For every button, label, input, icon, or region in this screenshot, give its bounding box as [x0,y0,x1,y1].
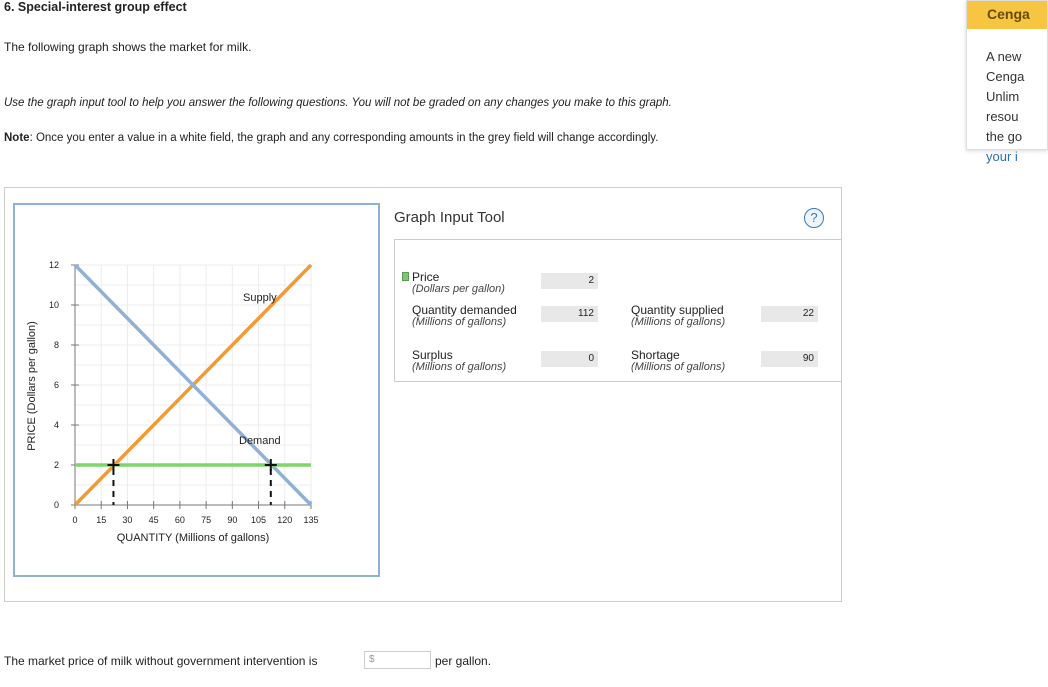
quantity-supplied-value: 22 [761,306,818,322]
x-axis-label: QUANTITY (Millions of gallons) [116,532,270,544]
x-tick-label: 0 [72,515,78,525]
shortage-label-text: Shortage [631,348,680,362]
per-gallon-text: per gallon. [435,654,492,668]
y-tick-label: 10 [48,300,59,310]
price-label-text: Price [412,270,440,284]
x-tick-label: 90 [227,515,238,525]
promo-line: resou [986,109,1019,124]
promo-line: Unlim [986,89,1020,104]
surplus-unit: (Millions of gallons) [412,361,507,373]
promo-line: Cenga [986,69,1025,84]
qd-unit: (Millions of gallons) [412,316,507,328]
help-icon[interactable]: ? [804,208,824,228]
y-tick-label: 0 [53,500,59,510]
promo-line: the go [986,129,1023,144]
x-tick-label: 120 [277,515,293,525]
price-line-swatch-icon [402,272,409,281]
qs-label-text: Quantity supplied [631,303,724,317]
quantity-demanded-value: 112 [541,306,598,322]
instructions-text: Use the graph input tool to help you answer the following questions. You will not be graded on any changes you make to this graph. [4,97,672,109]
surplus-value: 0 [541,351,598,367]
x-tick-label: 105 [251,515,267,525]
shortage-label [631,349,725,373]
intro-text: The following graph shows the market for milk. [4,40,252,54]
x-tick-label: 45 [148,515,159,525]
x-tick-label: 75 [201,515,212,525]
surplus-label-text: Surplus [412,348,453,362]
y-tick-label: 2 [53,460,59,470]
x-tick-label: 60 [174,515,185,525]
promo-link[interactable]: your i [986,149,1018,164]
y-tick-label: 4 [53,420,59,430]
promo-line: A new [986,49,1022,64]
qd-label-text: Quantity demanded [412,303,517,317]
price-value-field[interactable]: 2 [541,273,598,289]
x-tick-label: 135 [303,515,319,525]
shortage-unit: (Millions of gallons) [631,361,726,373]
surplus-label [412,349,506,373]
x-tick-label: 30 [122,515,133,525]
cengage-promo-panel[interactable] [966,0,1048,164]
graph-input-tool-title: Graph Input Tool [394,209,505,226]
quantity-supplied-marker [107,459,119,505]
y-axis-label: PRICE (Dollars per gallon) [26,321,38,451]
bottom-question: The market price of milk without government intervention is [4,654,318,668]
supply-curve-label: Supply [243,292,277,304]
question-title: 6. Special-interest group effect [4,0,187,14]
market-chart[interactable] [13,203,380,577]
y-tick-label: 12 [48,260,59,270]
y-tick-label: 6 [53,380,59,390]
note-body: : Once you enter a value in a white field, the graph and any corresponding amounts in the grey field will change accordingly. [29,132,659,144]
x-tick-label: 15 [96,515,107,525]
quantity-demanded-marker [265,459,277,505]
note-text [4,132,658,144]
price-label [412,271,505,295]
y-tick-label: 8 [53,340,59,350]
quantity-demanded-label [412,304,522,328]
qs-unit: (Millions of gallons) [631,316,726,328]
market-price-input[interactable]: $ [364,651,431,669]
price-unit: (Dollars per gallon) [412,283,505,295]
quantity-supplied-label [631,304,725,328]
demand-curve-label: Demand [239,435,281,447]
promo-header: Cenga [967,1,1047,29]
shortage-value: 90 [761,351,818,367]
promo-body [967,29,1047,167]
note-label: Note [4,132,30,144]
